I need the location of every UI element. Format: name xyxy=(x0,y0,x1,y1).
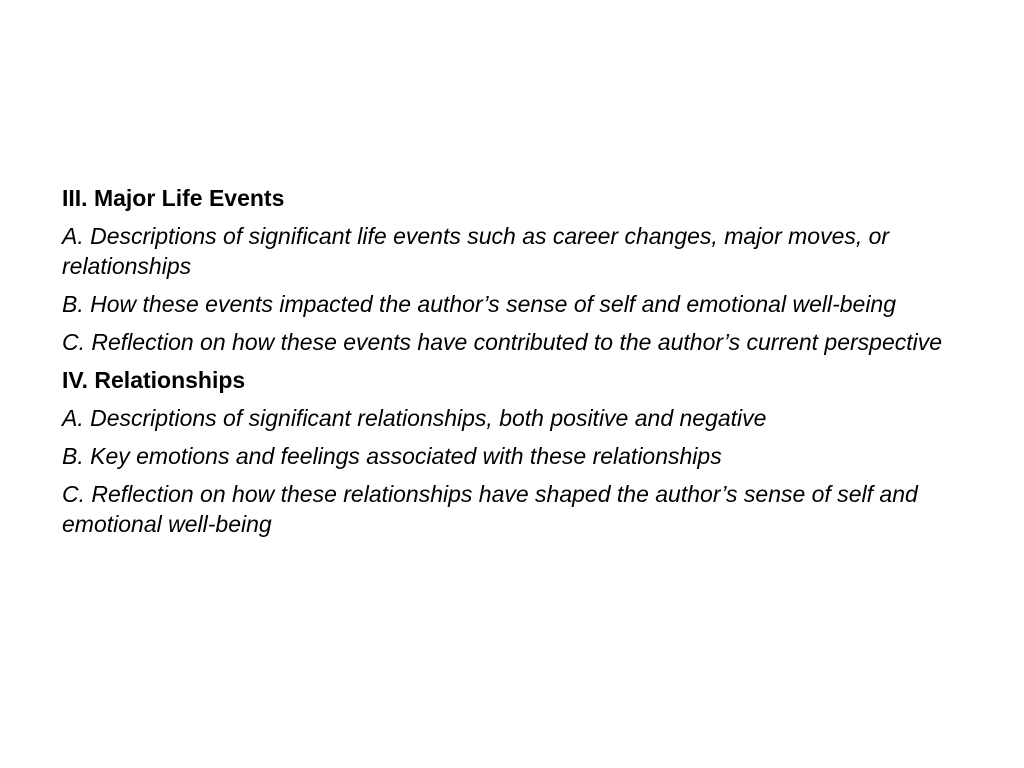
point-major-life-events-a: A. Descriptions of significant life events such as career changes, major moves, or relationships xyxy=(62,223,890,279)
point-major-life-events-c: C. Reflection on how these events have contributed to the author’s current perspective xyxy=(62,329,943,355)
point-relationships-a: A. Descriptions of significant relationships, both positive and negative xyxy=(62,405,767,431)
section-heading-relationships: IV. Relationships xyxy=(62,367,246,393)
point-relationships-b: B. Key emotions and feelings associated with these relationships xyxy=(62,443,722,469)
point-major-life-events-b: B. How these events impacted the author’s sense of self and emotional well-being xyxy=(62,291,897,317)
point-relationships-c: C. Reflection on how these relationships have shaped the author’s sense of self and emotional well-being xyxy=(62,481,918,537)
section-heading-major-life-events: III. Major Life Events xyxy=(62,185,285,211)
slide-content xyxy=(62,183,962,547)
